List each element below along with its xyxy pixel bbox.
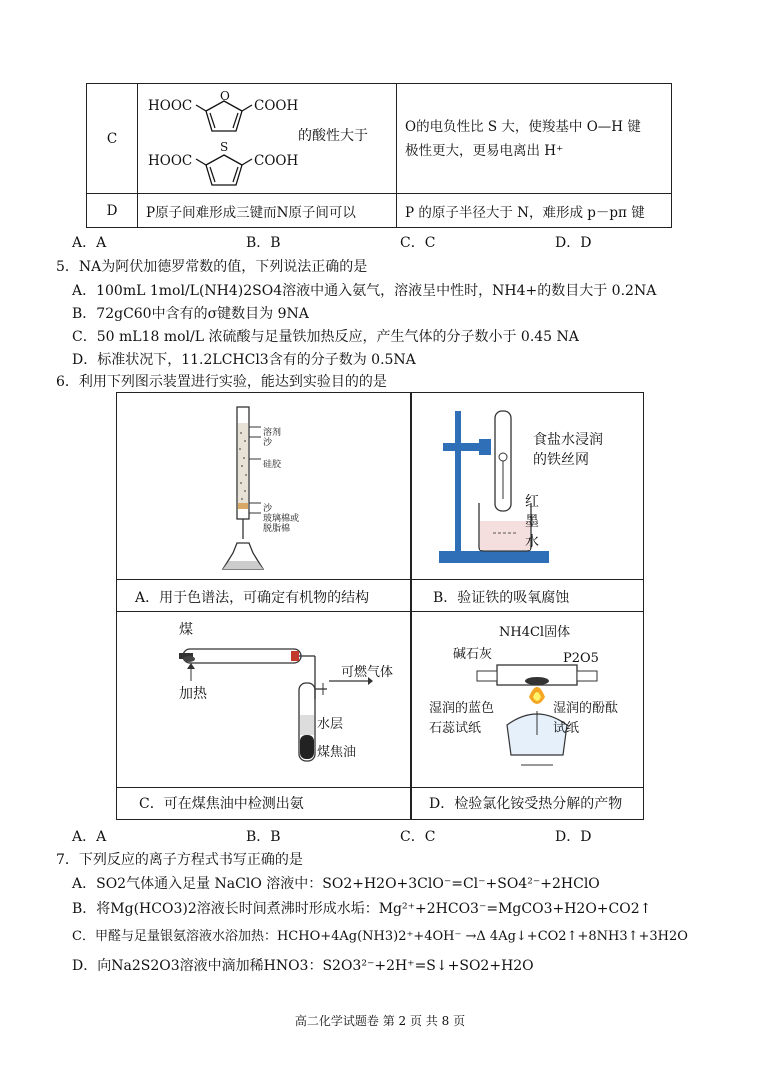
q5-stem: 5．NA为阿伏加德罗常数的值，下列说法正确的是: [56, 259, 368, 275]
fig-d-label-p2o5: P2O5: [563, 651, 599, 666]
fig-a-label-cotton: 脱脂棉: [263, 524, 291, 534]
page-footer: 高二化学试题卷 第 2 页 共 8 页: [294, 1014, 466, 1028]
fig-d-label-nh4cl: NH4Cl固体: [499, 625, 571, 640]
caption-d: D．检验氯化铵受热分解的产物: [429, 796, 623, 812]
row-c-label: C: [87, 84, 138, 194]
q6-option-a[interactable]: A．A: [72, 829, 107, 845]
fig-d-label-phenol1: 湿润的酚酞: [553, 701, 619, 716]
q7-option-c[interactable]: C．甲醛与足量银氨溶液水浴加热：HCHO+4Ag(NH3)2⁺+4OH⁻ →Δ 4Ag↓+CO2↑+8NH3↑+3H2O: [72, 929, 688, 944]
grid-divider-2: [117, 611, 643, 612]
fig-a-label-sand-top: 沙: [263, 438, 273, 448]
q6-option-d[interactable]: D．D: [555, 829, 592, 845]
fig-b-label-red: 红: [525, 494, 539, 510]
row-d-label: D: [87, 194, 138, 228]
row-c-structures: [138, 84, 397, 194]
thiophene-hetero: S: [220, 139, 229, 154]
thiophene-ring-icon: [194, 145, 254, 189]
fig-b-label-mesh2: 的铁丝网: [533, 452, 589, 468]
q5-option-c[interactable]: C．50 mL18 mol/L 浓硫酸与足量铁加热反应，产生气体的分子数小于 0.45 NA: [72, 329, 579, 345]
q7-option-d[interactable]: D．向Na2S2O3溶液中滴加稀HNO3：S2O3²⁻+2H⁺=S↓+SO2+H2O: [72, 958, 534, 974]
fig-a-label-solvent: 溶剂: [263, 428, 282, 438]
furan-left-group: HOOC: [148, 97, 193, 114]
fig-b-label-water: 水: [525, 534, 539, 550]
fig-b-label-ink: 墨: [525, 514, 539, 530]
q7-option-a[interactable]: A．SO2气体通入足量 NaClO 溶液中：SO2+H2O+3ClO⁻=Cl⁻+SO4²⁻+2HClO: [72, 876, 600, 892]
fig-c-label-heat: 加热: [179, 686, 207, 702]
row-c-reason: [397, 84, 672, 194]
fig-b-label-mesh1: 食盐水浸润: [533, 432, 603, 448]
q7-stem: 7．下列反应的离子方程式书写正确的是: [56, 852, 303, 868]
row-d-statement: P原子间难形成三键而N原子间可以: [138, 194, 397, 228]
thiophene-left-group: HOOC: [148, 152, 193, 169]
row-c-reason-line1: O的电负性比 S 大，使羧基中 O—H 键: [405, 118, 641, 135]
q6-stem: 6．利用下列图示装置进行实验，能达到实验目的的是: [56, 374, 387, 390]
fig-a-label-silica: 硅胶: [263, 460, 282, 470]
q5-option-b[interactable]: B．72gC60中含有的σ键数目为 9NA: [72, 306, 309, 322]
fig-c-label-water-layer: 水层: [317, 717, 344, 732]
caption-b: B．验证铁的吸氧腐蚀: [433, 590, 570, 606]
q6-option-b[interactable]: B．B: [246, 829, 281, 845]
thiophene-right-group: COOH: [254, 152, 299, 169]
grid-divider-vertical: [410, 393, 412, 819]
fig-d-label-litmus2: 石蕊试纸: [429, 721, 482, 736]
fig-d-label-litmus1: 湿润的蓝色: [429, 701, 495, 716]
furan-hetero: O: [220, 88, 230, 103]
q4-option-b[interactable]: B．B: [246, 235, 281, 251]
q6-figure-grid: [116, 392, 644, 820]
q6-option-c[interactable]: C．C: [400, 829, 436, 845]
fig-d-label-sodalime: 碱石灰: [453, 647, 493, 662]
fig-a-label-sand-bottom: 沙: [263, 504, 273, 514]
answer-table: [86, 83, 672, 228]
q5-option-d[interactable]: D．标准状况下，11.2LCHCl3含有的分子数为 0.5NA: [72, 352, 416, 368]
q5-option-a[interactable]: A．100mL 1mol/L(NH4)2SO4溶液中通入氨气，溶液呈中性时，NH4+的数目大于 0.2NA: [72, 283, 657, 299]
q4-option-a[interactable]: A．A: [72, 235, 107, 251]
fig-a-label-glasswool: 玻璃棉或: [263, 514, 300, 524]
fig-c-label-coal-tar: 煤焦油: [317, 745, 357, 760]
q7-option-b[interactable]: B．将Mg(HCO3)2溶液长时间煮沸时形成水垢：Mg²⁺+2HCO3⁻=MgCO3+H2O+CO2↑: [72, 901, 652, 917]
furan-ring-icon: [194, 88, 254, 135]
comparison-text: 的酸性大于: [298, 127, 368, 144]
furan-right-group: COOH: [254, 97, 299, 114]
caption-c: C．可在煤焦油中检测出氨: [139, 796, 304, 812]
fig-d-label-phenol2: 试纸: [553, 721, 580, 736]
q4-option-c[interactable]: C．C: [400, 235, 436, 251]
row-d-reason: P 的原子半径大于 N，难形成 p－pπ 键: [397, 194, 672, 228]
fig-c-label-gas: 可燃气体: [341, 665, 394, 680]
q4-option-d[interactable]: D．D: [555, 235, 592, 251]
caption-a: A．用于色谱法，可确定有机物的结构: [135, 590, 370, 606]
row-c-reason-line2: 极性更大，更易电离出 H⁺: [405, 142, 564, 159]
grid-divider-3: [117, 787, 643, 788]
grid-divider-1: [117, 579, 643, 580]
fig-c-label-coal: 煤: [179, 622, 193, 638]
